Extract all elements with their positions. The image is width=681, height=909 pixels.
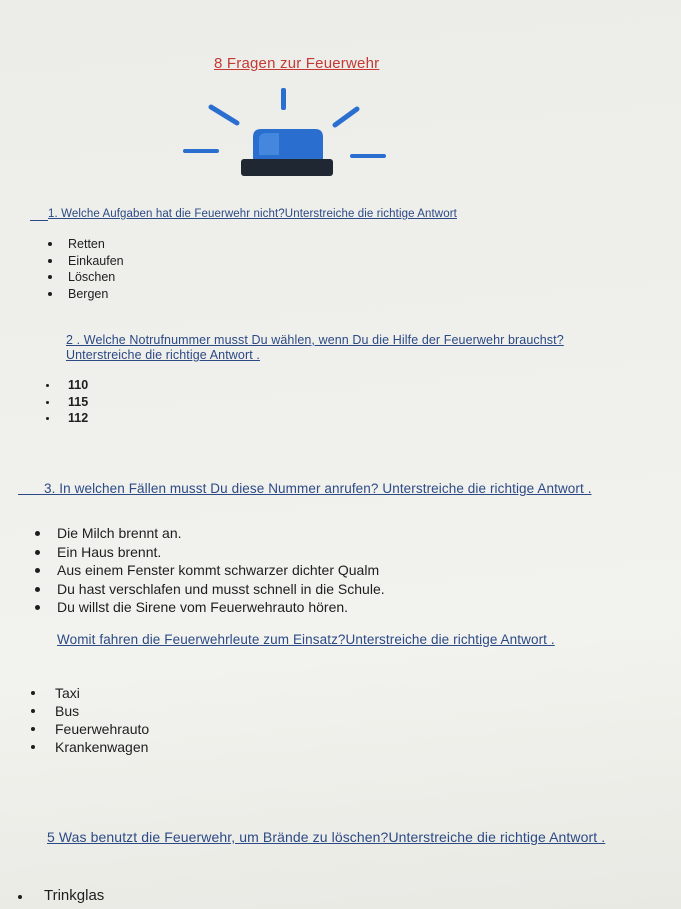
bullet-icon [48,259,52,263]
answer-option[interactable]: Bus [55,702,149,720]
bullet-icon [18,895,22,899]
answer-option[interactable]: Löschen [68,269,124,286]
answer-option[interactable]: Retten [68,236,124,253]
question-5: 5 Was benutzt die Feuerwehr, um Brände zu löschen?Unterstreiche die richtige Antwort . [47,829,606,845]
bullet-icon [31,745,35,749]
question-4: Womit fahren die Feuerwehrleute zum Einsatz?Unterstreiche die richtige Antwort . [57,632,555,647]
answer-option[interactable]: 110 [68,377,88,394]
bullet-icon [31,691,35,695]
question-2: 2 . Welche Notrufnummer musst Du wählen, wenn Du die Hilfe der Feuerwehr brauchst?Unterstreiche die richtige Antwort . [66,333,564,362]
answer-list-3 [57,524,385,617]
answer-option[interactable]: Krankenwagen [55,738,149,756]
bullet-icon [35,587,40,592]
answer-option[interactable]: Aus einem Fenster kommt schwarzer dichter Qualm [57,561,385,580]
bullet-icon [48,275,52,279]
answer-option[interactable]: Ein Haus brennt. [57,543,385,562]
bullet-icon [35,550,40,555]
answer-option[interactable]: Du hast verschlafen und musst schnell in die Schule. [57,580,385,599]
answer-option[interactable]: Die Milch brennt an. [57,524,385,543]
bullet-icon [46,417,49,420]
bullet-icon [35,605,40,610]
bullet-icon [35,531,40,536]
bullet-icon [31,727,35,731]
answer-option[interactable]: Einkaufen [68,253,124,270]
bullet-icon [46,401,49,404]
answer-option[interactable]: Bergen [68,286,124,303]
answer-list-2 [68,377,88,427]
bullet-icon [31,709,35,713]
bullet-icon [48,292,52,296]
bullet-icon [35,568,40,573]
answer-list-5 [44,887,104,905]
question-1-lead-line [30,220,48,221]
answer-option[interactable]: 112 [68,410,88,427]
worksheet-title: 8 Fragen zur Feuerwehr [214,55,380,72]
answer-option[interactable]: Feuerwehrauto [55,720,149,738]
answer-option[interactable]: Du willst die Sirene vom Feuerwehrauto hören. [57,598,385,617]
bullet-icon [46,384,49,387]
answer-option[interactable]: 115 [68,394,88,411]
blue-siren-light-icon [175,85,395,185]
answer-list-1 [68,236,124,302]
answer-list-4 [55,684,149,756]
question-3: 3. In welchen Fällen musst Du diese Nummer anrufen? Unterstreiche die richtige Antwort . [44,481,592,496]
answer-option[interactable]: Taxi [55,684,149,702]
question-1: 1. Welche Aufgaben hat die Feuerwehr nicht?Unterstreiche die richtige Antwort [48,208,457,220]
bullet-icon [48,242,52,246]
answer-option[interactable]: Trinkglas [44,887,104,905]
